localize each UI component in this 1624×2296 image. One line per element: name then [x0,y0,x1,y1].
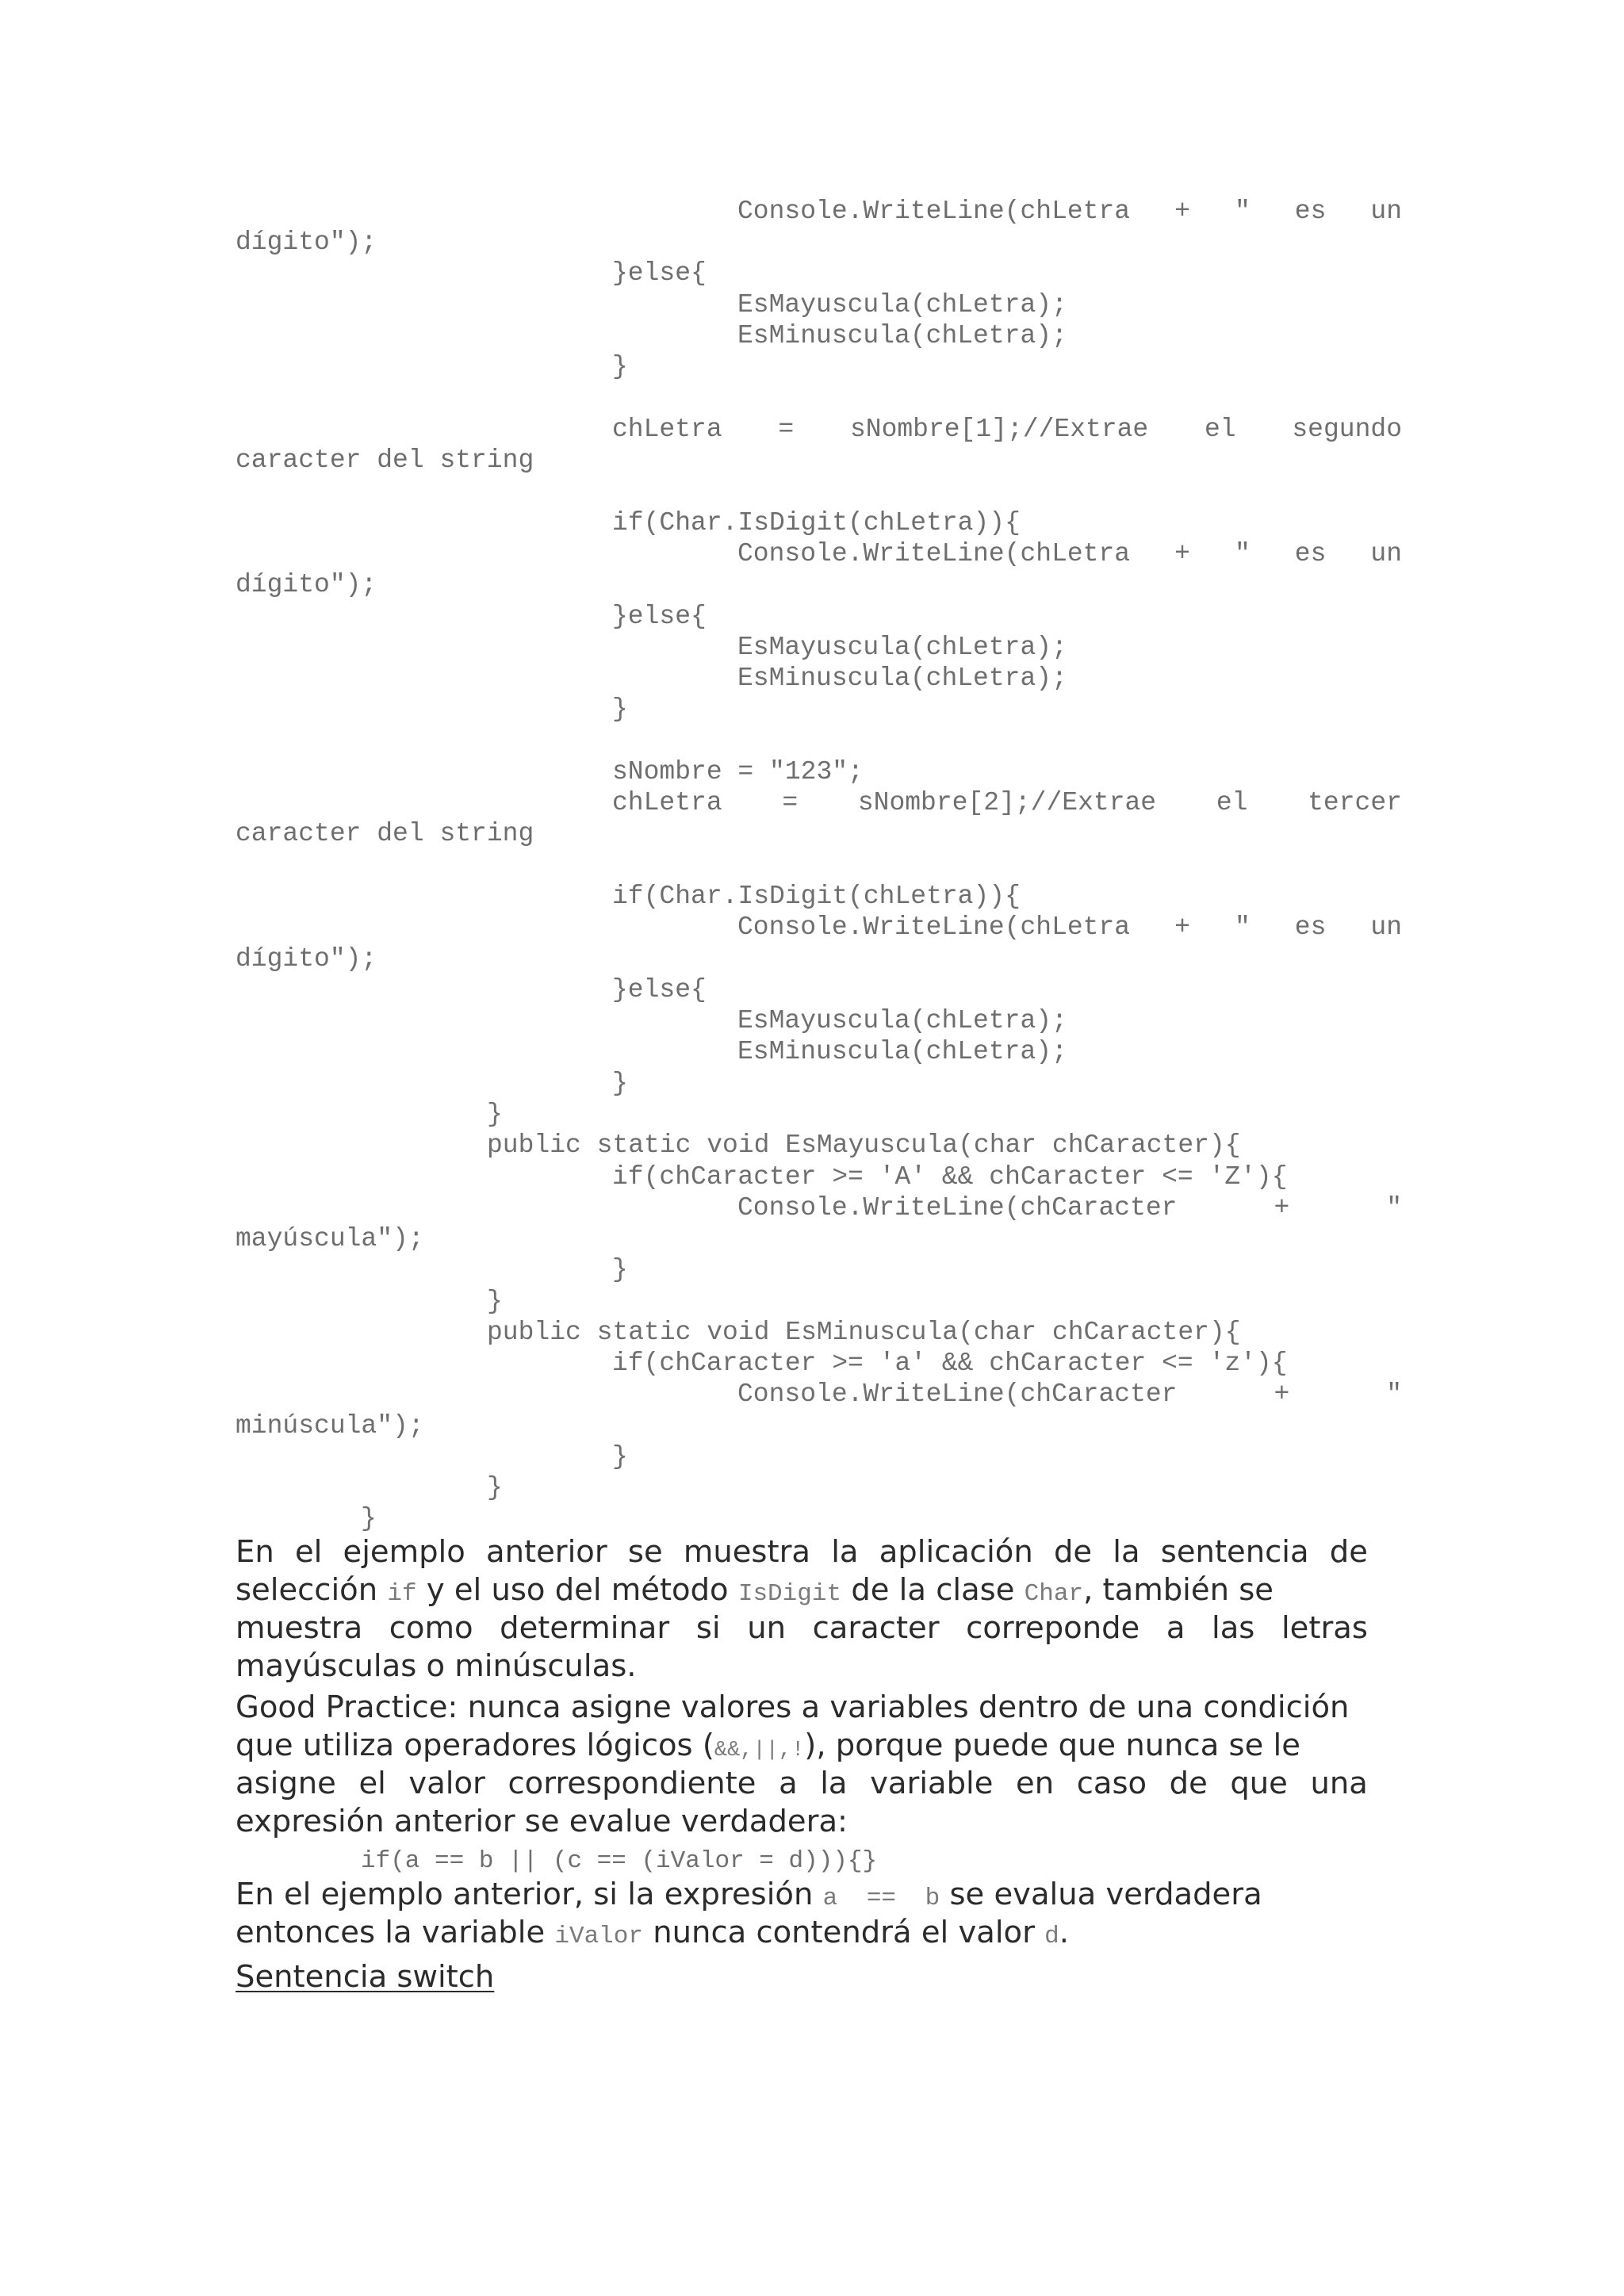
text-line: En el ejemplo anterior, si la expresión a == b se evalua verdadera [236,1877,1262,1912]
code-line: chLetra = sNombre[1];//Extrae el segundo [612,415,1402,444]
code-line: minúscula"); [236,1411,424,1441]
code-line: }else{ [612,602,707,631]
code-line: if(Char.IsDigit(chLetra)){ [612,508,1021,538]
code-line: } [612,695,628,724]
code-line: }else{ [612,258,707,288]
text-line: expresión anterior se evalue verdadera: [236,1804,848,1839]
code-line: } [487,1100,503,1129]
code-line: Console.WriteLine(chCaracter + " [737,1193,1402,1223]
code-line: chLetra = sNombre[2];//Extrae el tercer [612,788,1402,817]
code-line: dígito"); [236,944,377,974]
code-line: } [612,352,628,381]
text-line: En el ejemplo anterior se muestra la aplicación de la sentencia de [236,1534,1368,1570]
text-line: muestra como determinar si un caracter correponde a las letras [236,1610,1368,1646]
code-line: EsMinuscula(chLetra); [737,1037,1067,1066]
code-line: Console.WriteLine(chLetra + " es un [737,539,1402,568]
code-line: caracter del string [236,446,534,475]
code-line: } [612,1069,628,1098]
code-example: if(a == b || (c == (iValor = d))){} [361,1847,878,1875]
inline-code: &&,||,! [714,1739,805,1762]
code-line: } [487,1473,503,1502]
conclusion-paragraph [236,1876,1368,1952]
code-line: if(chCaracter >= 'a' && chCaracter <= 'z'){ [612,1349,1288,1378]
inline-code: a == b [822,1885,940,1912]
code-line: } [612,1255,628,1284]
text-line: selección if y el uso del método IsDigit de la clase Char, también se [236,1572,1274,1608]
code-line: } [361,1504,377,1533]
code-line: Console.WriteLine(chCaracter + " [737,1380,1402,1409]
code-line: }else{ [612,975,707,1004]
code-line: if(Char.IsDigit(chLetra)){ [612,882,1021,911]
code-line: Console.WriteLine(chLetra + " es un [737,197,1402,226]
text-line: entonces la variable iValor nunca contendrá el valor d. [236,1915,1070,1950]
code-line: caracter del string [236,819,534,848]
inline-code: IsDigit [737,1580,842,1608]
code-line: mayúscula"); [236,1224,424,1253]
text-line: asigne el valor correspondiente a la variable en caso de que una [236,1766,1368,1801]
code-line: public static void EsMayuscula(char chCaracter){ [487,1131,1241,1160]
inline-code: iValor [554,1923,643,1950]
inline-code: Char [1024,1580,1084,1608]
inline-code: if [387,1580,417,1608]
text-line: que utiliza operadores lógicos (&&,||,!), porque puede que nunca se le [236,1728,1300,1763]
code-line: EsMayuscula(chLetra); [737,633,1067,662]
code-line: } [612,1442,628,1471]
section-heading [236,1958,1368,1996]
code-line: dígito"); [236,570,377,599]
code-line: if(chCaracter >= 'A' && chCaracter <= 'Z'){ [612,1162,1288,1192]
code-line: EsMayuscula(chLetra); [737,290,1067,320]
code-line: EsMayuscula(chLetra); [737,1006,1067,1035]
code-line: dígito"); [236,228,377,257]
code-line: EsMinuscula(chLetra); [737,321,1067,350]
code-line: public static void EsMinuscula(char chCaracter){ [487,1318,1241,1347]
code-line: } [487,1287,503,1316]
explanation-paragraph [236,1533,1368,1686]
code-line: sNombre = "123"; [612,757,864,786]
code-line: Console.WriteLine(chLetra + " es un [737,913,1402,942]
text-line: Good Practice: nunca asigne valores a variables dentro de una condición [236,1689,1350,1725]
inline-code: d [1044,1923,1059,1950]
text-line: mayúsculas o minúsculas. [236,1648,637,1684]
good-practice-paragraph [236,1689,1368,1841]
code-line: EsMinuscula(chLetra); [737,664,1067,693]
section-heading-link[interactable]: Sentencia switch [236,1959,495,1995]
